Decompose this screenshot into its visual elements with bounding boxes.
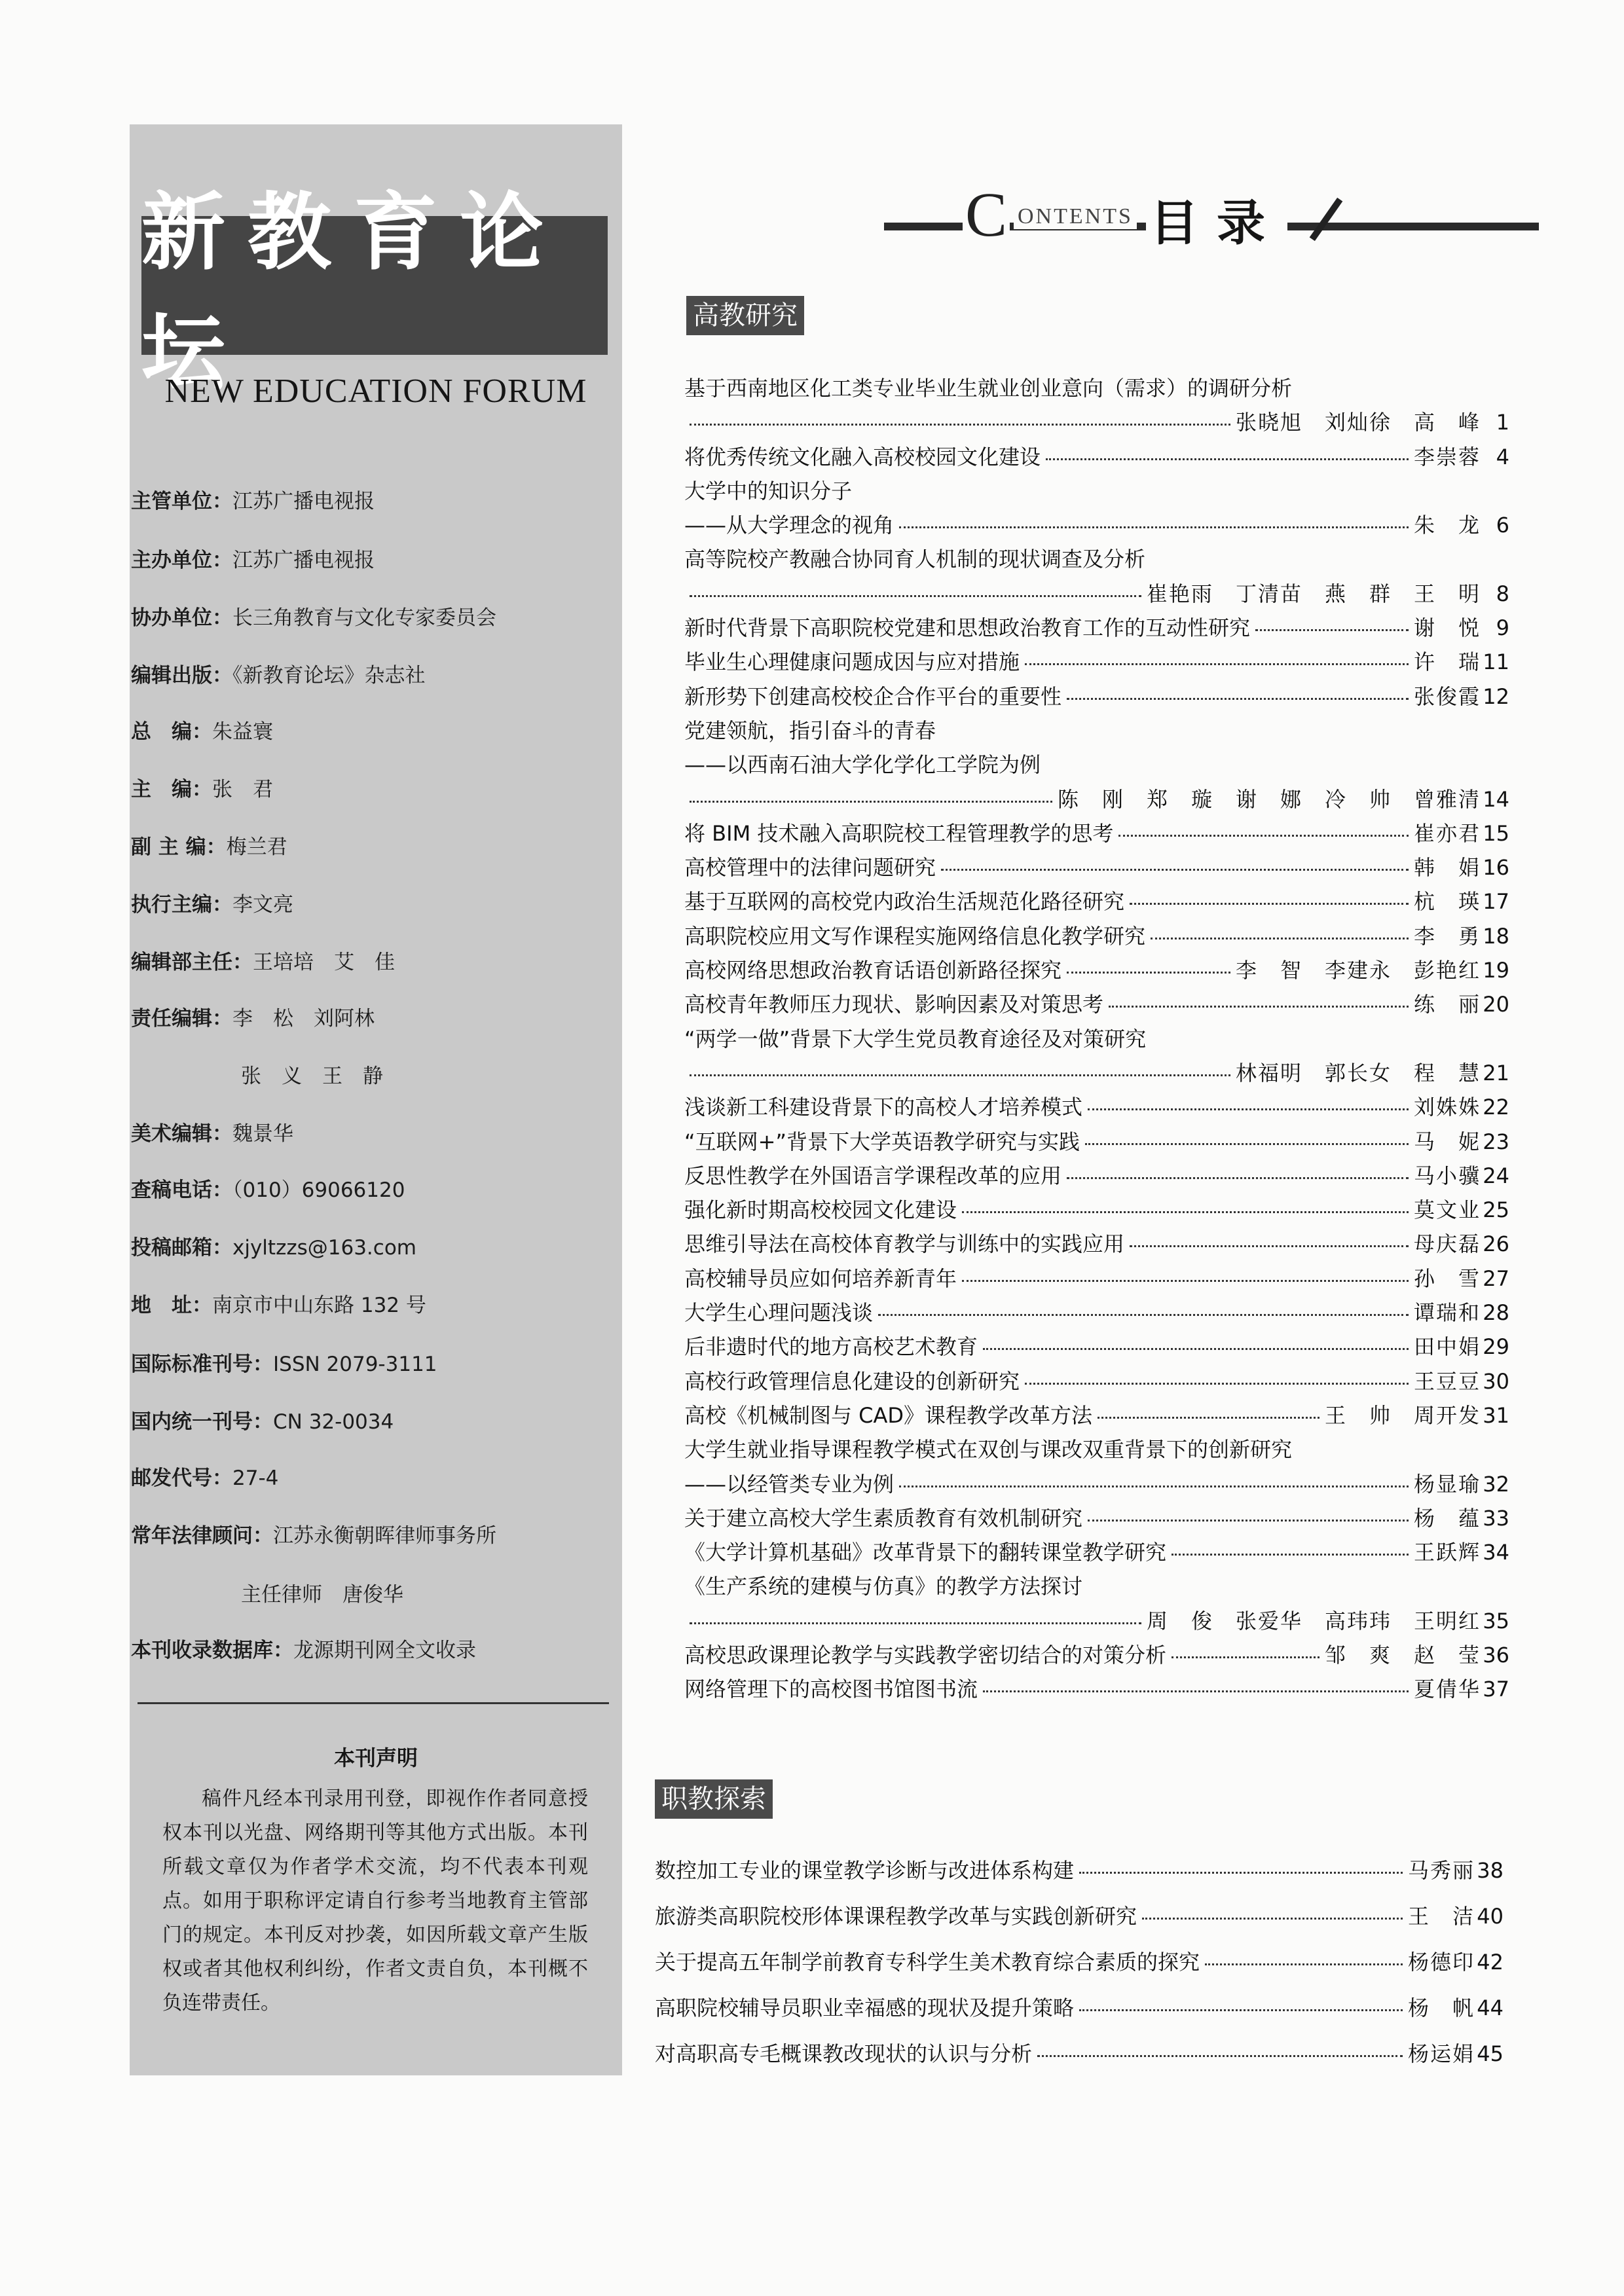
toc-leader-dots xyxy=(1067,698,1409,700)
toc-entry xyxy=(684,1402,1509,1436)
toc-entry xyxy=(655,1854,1504,1900)
toc-entry xyxy=(684,1333,1509,1367)
toc-entry-author: 孙 雪 xyxy=(1413,1266,1481,1291)
toc-leader-dots xyxy=(962,1211,1409,1213)
toc-entry-author: 马 妮 xyxy=(1413,1129,1481,1154)
info-label: 美术编辑： xyxy=(131,1122,232,1146)
info-value: 李文亮 xyxy=(232,893,293,917)
toc-entry xyxy=(684,1093,1509,1127)
masthead-info-line xyxy=(131,543,375,573)
toc-entry-author: 周 俊 张爱华 高玮玮 王明红 xyxy=(1146,1608,1481,1633)
toc-entry-page: 30 xyxy=(1483,1368,1509,1394)
toc-entry-page: 35 xyxy=(1483,1608,1509,1633)
toc-leader-dots xyxy=(690,595,1141,597)
masthead-info-line xyxy=(131,1519,496,1548)
section-label-higher-education: 高教研究 xyxy=(686,296,804,335)
toc-entry-title: 《生产系统的建模与仿真》的教学方法探讨 xyxy=(684,1574,1083,1599)
info-label: 国内统一刊号： xyxy=(131,1410,273,1434)
info-value: 《新教育论坛》杂志社 xyxy=(232,664,426,687)
toc-entry-page: 40 xyxy=(1477,1904,1504,1929)
toc-entry xyxy=(655,2037,1504,2083)
toc-leader-dots xyxy=(1025,1383,1409,1385)
info-label: 执行主编： xyxy=(131,893,232,917)
toc-entry xyxy=(684,786,1509,820)
toc-entry-page: 11 xyxy=(1483,649,1509,675)
toc-entry-page: 34 xyxy=(1483,1540,1509,1565)
toc-entry xyxy=(684,648,1509,682)
toc-leader-dots xyxy=(1172,1554,1409,1556)
toc-entry-title: 高校思政课理论教学与实践教学密切结合的对策分析 xyxy=(684,1642,1167,1667)
toc-leader-dots xyxy=(1046,458,1409,460)
toc-entry-author: 朱 龙 xyxy=(1413,513,1481,538)
toc-entry-page: 15 xyxy=(1483,820,1509,846)
toc-entry-title: 高校网络思想政治教育话语创新路径探究 xyxy=(684,958,1062,983)
toc-entry-title: 强化新时期高校校园文化建设 xyxy=(684,1197,957,1223)
toc-entry-author: 杨德印 xyxy=(1407,1950,1475,1975)
masthead-panel xyxy=(130,124,622,2075)
toc-entry-page: 12 xyxy=(1483,683,1509,709)
toc-entry-author: 田中娟 xyxy=(1413,1334,1481,1360)
info-value: ISSN 2079-3111 xyxy=(273,1353,437,1376)
toc-entry-title: 反思性教学在外国语言学课程改革的应用 xyxy=(684,1163,1062,1188)
toc-entry-page: 9 xyxy=(1496,615,1509,641)
toc-leader-dots xyxy=(1130,1245,1409,1247)
toc-entry-page: 27 xyxy=(1483,1266,1509,1291)
toc-leader-dots xyxy=(1037,2055,1403,2057)
toc-entry-page: 22 xyxy=(1483,1095,1509,1120)
toc-entry-page: 28 xyxy=(1483,1300,1509,1326)
info-label: 投稿邮箱： xyxy=(131,1236,232,1260)
toc-entry xyxy=(684,1607,1509,1641)
toc-leader-dots xyxy=(1085,1143,1409,1145)
info-value: 朱益寰 xyxy=(212,720,273,744)
info-label: 编辑部主任： xyxy=(131,951,253,974)
toc-entry-title: 数控加工专业的课堂教学诊断与改进体系构建 xyxy=(655,1858,1075,1883)
toc-leader-dots xyxy=(878,1314,1409,1316)
toc-leader-dots xyxy=(983,1690,1409,1692)
masthead-info-line xyxy=(131,888,293,917)
masthead-info-line xyxy=(131,601,496,630)
toc-entry-title: 大学生心理问题浅谈 xyxy=(684,1300,874,1326)
toc-entry-page: 25 xyxy=(1483,1197,1509,1223)
toc-entry xyxy=(684,1675,1509,1709)
toc-entry-author: 母庆磊 xyxy=(1413,1231,1481,1257)
info-value: 李 松 刘阿林 xyxy=(232,1007,375,1030)
toc-entry-title: 高职院校辅导员职业幸福感的现状及提升策略 xyxy=(655,1995,1075,2020)
toc-entry-author: 杨 帆 xyxy=(1407,1995,1475,2020)
toc-entry xyxy=(684,409,1509,443)
toc-entry xyxy=(684,545,1509,579)
toc-leader-dots xyxy=(983,1348,1409,1350)
info-value: 魏景华 xyxy=(232,1122,293,1146)
toc-entry xyxy=(684,477,1509,511)
masthead-info-line xyxy=(131,1117,293,1146)
toc-entry xyxy=(684,820,1509,854)
info-value: 张 义 王 静 xyxy=(241,1065,383,1088)
toc-entry xyxy=(684,614,1509,648)
toc-entry-page: 26 xyxy=(1483,1231,1509,1257)
toc-entry-title: 网络管理下的高校图书馆图书流 xyxy=(684,1677,978,1702)
info-label: 查稿电话： xyxy=(131,1178,232,1202)
toc-leader-dots xyxy=(690,1074,1230,1076)
toc-entry-page: 6 xyxy=(1496,513,1509,538)
toc-entry-author: 陈 刚 郑 璇 谢 娜 冷 帅 曾雅清 xyxy=(1057,786,1481,812)
toc-entry xyxy=(684,511,1509,545)
toc-entry xyxy=(684,1368,1509,1402)
toc-entry xyxy=(684,1265,1509,1299)
toc-leader-dots xyxy=(1098,1417,1320,1419)
info-label: 主 编： xyxy=(131,778,212,801)
info-value: 江苏广播电视报 xyxy=(232,549,375,572)
masthead-info-line xyxy=(131,945,395,975)
toc-entry-title: ——从大学理念的视角 xyxy=(684,513,895,538)
masthead-info-line xyxy=(131,1347,437,1377)
contents-word: ONTENTS xyxy=(1014,204,1137,229)
info-value: 南京市中山东路 132 号 xyxy=(212,1294,426,1317)
masthead-info-line xyxy=(241,1059,383,1089)
toc-entry xyxy=(684,888,1509,922)
toc-entry-author: 莫文业 xyxy=(1413,1197,1481,1223)
masthead-info-line xyxy=(131,715,273,744)
toc-entry-title: “互联网+”背景下大学英语教学研究与实践 xyxy=(684,1129,1080,1154)
toc-entry-author: 杭 瑛 xyxy=(1413,889,1481,915)
toc-entry xyxy=(684,1162,1509,1196)
toc-leader-dots xyxy=(1109,1006,1409,1008)
toc-entry-author: 李 智 李建永 彭艳红 xyxy=(1235,958,1481,983)
section-label-vocational-education: 职教探索 xyxy=(655,1779,773,1819)
toc-entry xyxy=(684,1196,1509,1230)
toc-entry-title: 高校青年教师压力现状、影响因素及对策思考 xyxy=(684,992,1104,1017)
toc-entry-page: 36 xyxy=(1483,1642,1509,1667)
toc-entry-page: 14 xyxy=(1483,786,1509,812)
toc-entry-page: 44 xyxy=(1477,1995,1504,2020)
toc-entry-author: 马秀丽 xyxy=(1407,1858,1475,1883)
toc-entry-author: 王豆豆 xyxy=(1413,1368,1481,1394)
toc-leader-dots xyxy=(1079,1872,1403,1874)
toc-entry xyxy=(684,1470,1509,1504)
masthead-info-line xyxy=(131,1231,416,1260)
info-value: 张 君 xyxy=(212,778,273,801)
slash-ornament xyxy=(1310,198,1343,241)
info-value: 梅兰君 xyxy=(226,835,287,859)
toc-entry xyxy=(684,1641,1509,1675)
masthead-info-line xyxy=(131,1002,375,1031)
toc-entry xyxy=(684,1504,1509,1539)
toc-leader-dots xyxy=(899,526,1409,528)
toc-entry-author: 夏倩华 xyxy=(1413,1677,1481,1702)
toc-entry-page: 42 xyxy=(1477,1950,1504,1975)
info-label: 常年法律顾问： xyxy=(131,1524,273,1548)
toc-entry-author: 崔艳雨 丁清苗 燕 群 王 明 xyxy=(1146,581,1481,606)
toc-entry-author: 张晓旭 刘灿徐 高 峰 xyxy=(1235,410,1481,435)
toc-entry-title: “两学一做”背景下大学生党员教育途径及对策研究 xyxy=(684,1026,1147,1051)
toc-entry-page: 18 xyxy=(1483,923,1509,949)
toc-entry xyxy=(684,1539,1509,1573)
magazine-title: 新教育论坛 xyxy=(141,216,608,355)
toc-entry-page: 45 xyxy=(1477,2041,1504,2066)
toc-entry-page: 38 xyxy=(1477,1858,1504,1883)
toc-entry-title: 将 BIM 技术融入高职院校工程管理教学的思考 xyxy=(684,820,1114,846)
toc-entry xyxy=(684,922,1509,957)
toc-entry-title: ——以经管类专业为例 xyxy=(684,1471,895,1497)
info-value: xjyltzzs@163.com xyxy=(232,1236,416,1260)
toc-entry-title: 大学生就业指导课程教学模式在双创与课改双重背景下的创新研究 xyxy=(684,1437,1293,1463)
toc-entry-title: 大学中的知识分子 xyxy=(684,478,853,503)
toc-entry xyxy=(684,1059,1509,1093)
toc-entry-author: 刘姝姝 xyxy=(1413,1095,1481,1120)
toc-entry-author: 李 勇 xyxy=(1413,923,1481,949)
info-value: （010）69066120 xyxy=(232,1178,405,1202)
toc-entry-title: 高校辅导员应如何培养新青年 xyxy=(684,1266,957,1291)
toc-entry-page: 16 xyxy=(1483,855,1509,881)
toc-entry-author: 韩 娟 xyxy=(1413,855,1481,881)
toc-section-higher-education xyxy=(684,374,1509,1710)
toc-entry-author: 杨显瑜 xyxy=(1413,1471,1481,1497)
toc-entry-title: 党建领航，指引奋斗的青春 xyxy=(684,718,936,743)
toc-entry xyxy=(655,1992,1504,2037)
info-value: 王培培 艾 佳 xyxy=(253,951,395,974)
toc-entry-title: 《大学计算机基础》改革背景下的翻转课堂教学研究 xyxy=(684,1540,1167,1565)
info-label: 邮发代号： xyxy=(131,1467,232,1490)
toc-entry xyxy=(655,1946,1504,1992)
toc-leader-dots xyxy=(690,801,1052,803)
toc-entry-author: 崔亦君 xyxy=(1413,820,1481,846)
info-value: 龙源期刊网全文收录 xyxy=(293,1639,476,1662)
toc-entry-page: 21 xyxy=(1483,1060,1509,1085)
info-label: 国际标准刊号： xyxy=(131,1353,273,1376)
toc-section-vocational-education xyxy=(655,1854,1504,2083)
toc-entry-title: 基于西南地区化工类专业毕业生就业创业意向（需求）的调研分析 xyxy=(684,376,1293,401)
toc-entry-author: 李崇蓉 xyxy=(1413,444,1481,469)
contents-initial: C xyxy=(963,182,1010,247)
declaration-text: 稿件凡经本刊录用刊登，即视作作者同意授权本刊以光盘、网络期刊等其他方式出版。本刊所载文章仅为作者学术交流，均不代表本刊观点。如用于职称评定请自行参考当地教育主管部门的规定。本刊反对抄袭，如因所载文章产生版权或者其他权利纠纷，作者文责自负，本刊概不负连带责任。 xyxy=(162,1787,588,2014)
info-value: 江苏永衡朝晖律师事务所 xyxy=(273,1524,496,1548)
masthead-info-line xyxy=(131,1405,394,1434)
masthead-info-line xyxy=(241,1578,403,1607)
toc-entry-author: 王 帅 周开发 xyxy=(1324,1402,1481,1428)
toc-entry-page: 4 xyxy=(1496,444,1509,469)
toc-entry xyxy=(684,1230,1509,1264)
info-value: 长三角教育与文化专家委员会 xyxy=(232,606,496,630)
toc-leader-dots xyxy=(1142,1918,1403,1920)
toc-leader-dots xyxy=(690,1622,1141,1624)
toc-entry-title: 将优秀传统文化融入高校校园文化建设 xyxy=(684,444,1041,469)
toc-leader-dots xyxy=(1088,1108,1409,1110)
toc-entry-author: 谢 悦 xyxy=(1413,615,1481,641)
toc-entry-author: 许 瑞 xyxy=(1413,649,1481,675)
declaration-title: 本刊声明 xyxy=(333,1745,418,1770)
toc-entry-page: 19 xyxy=(1483,958,1509,983)
toc-leader-dots xyxy=(962,1280,1409,1282)
toc-entry-title: 高等院校产教融合协同育人机制的现状调查及分析 xyxy=(684,547,1146,572)
toc-entry xyxy=(684,1025,1509,1059)
info-label: 主管单位： xyxy=(131,490,232,513)
toc-entry-page: 29 xyxy=(1483,1334,1509,1360)
toc-entry xyxy=(684,1573,1509,1607)
info-label: 副 主 编： xyxy=(131,835,227,859)
toc-leader-dots xyxy=(1118,835,1409,837)
toc-leader-dots xyxy=(899,1485,1409,1487)
toc-leader-dots xyxy=(1088,1520,1409,1522)
toc-entry-title: 关于建立高校大学生素质教育有效机制研究 xyxy=(684,1505,1083,1531)
toc-leader-dots xyxy=(690,424,1230,426)
masthead-info-line xyxy=(131,773,273,802)
toc-entry-author: 谭瑞和 xyxy=(1413,1300,1481,1326)
toc-entry-title: 高校《机械制图与 CAD》课程教学改革方法 xyxy=(684,1402,1093,1428)
toc-entry-title: 关于提高五年制学前教育专科学生美术教育综合素质的探究 xyxy=(655,1950,1200,1975)
toc-entry xyxy=(684,580,1509,614)
masthead-info-line xyxy=(131,830,287,860)
toc-entry-author: 杨运娟 xyxy=(1407,2041,1475,2066)
info-label: 编辑出版： xyxy=(131,664,232,687)
toc-entry-title: 新时代背景下高职院校党建和思想政治教育工作的互动性研究 xyxy=(684,615,1251,641)
magazine-english-title: NEW EDUCATION FORUM xyxy=(164,373,587,410)
toc-entry-author: 杨 蕴 xyxy=(1413,1505,1481,1531)
toc-entry xyxy=(684,1436,1509,1470)
toc-entry xyxy=(684,957,1509,991)
toc-entry-title: 高职院校应用文写作课程实施网络信息化教学研究 xyxy=(684,923,1146,949)
toc-leader-dots xyxy=(1205,1963,1403,1965)
toc-entry-page: 23 xyxy=(1483,1129,1509,1154)
toc-entry-page: 31 xyxy=(1483,1402,1509,1428)
toc-entry xyxy=(684,1128,1509,1162)
toc-entry-title: 对高职高专毛概课教改现状的认识与分析 xyxy=(655,2041,1033,2066)
toc-entry-title: ——以西南石油大学化学化工学院为例 xyxy=(684,752,1041,778)
toc-leader-dots xyxy=(1151,938,1409,939)
toc-entry-title: 基于互联网的高校党内政治生活规范化路径研究 xyxy=(684,889,1125,915)
toc-leader-dots xyxy=(1067,1177,1409,1179)
masthead-divider xyxy=(138,1702,609,1704)
info-label: 责任编辑： xyxy=(131,1007,232,1030)
toc-leader-dots xyxy=(1255,629,1409,631)
toc-leader-dots xyxy=(1079,2009,1403,2011)
toc-entry-page: 32 xyxy=(1483,1471,1509,1497)
toc-entry xyxy=(684,717,1509,751)
toc-leader-dots xyxy=(1130,903,1409,905)
info-label: 本刊收录数据库： xyxy=(131,1639,293,1662)
toc-entry-author: 马小骥 xyxy=(1413,1163,1481,1188)
toc-entry xyxy=(655,1900,1504,1946)
toc-entry-title: 思维引导法在高校体育教学与训练中的实践应用 xyxy=(684,1231,1125,1257)
info-value: 27-4 xyxy=(232,1467,279,1490)
masthead-info-line xyxy=(131,1173,405,1203)
toc-entry-title: 高校管理中的法律问题研究 xyxy=(684,855,936,881)
toc-entry-author: 林福明 郭长女 程 慧 xyxy=(1235,1060,1481,1085)
masthead-info-line xyxy=(131,1633,476,1663)
toc-entry-author: 王 洁 xyxy=(1407,1904,1475,1929)
toc-entry-page: 37 xyxy=(1483,1677,1509,1702)
info-label: 协办单位： xyxy=(131,606,232,630)
toc-entry xyxy=(684,1299,1509,1333)
toc-entry xyxy=(684,374,1509,409)
toc-entry-title: 旅游类高职院校形体课课程教学改革与实践创新研究 xyxy=(655,1904,1137,1929)
toc-leader-dots xyxy=(1172,1656,1320,1658)
toc-entry-title: 高校行政管理信息化建设的创新研究 xyxy=(684,1368,1020,1394)
toc-entry-title: 新形势下创建高校校企合作平台的重要性 xyxy=(684,683,1062,709)
info-label: 总 编： xyxy=(131,720,212,744)
toc-entry-title: 后非遗时代的地方高校艺术教育 xyxy=(684,1334,978,1360)
toc-entry-page: 1 xyxy=(1496,410,1509,435)
toc-entry xyxy=(684,683,1509,717)
toc-entry xyxy=(684,854,1509,888)
toc-entry-author: 练 丽 xyxy=(1413,992,1481,1017)
info-value: CN 32-0034 xyxy=(273,1410,394,1434)
toc-entry-page: 33 xyxy=(1483,1505,1509,1531)
toc-entry-author: 张俊霞 xyxy=(1413,683,1481,709)
info-value: 江苏广播电视报 xyxy=(232,490,375,513)
masthead-info-line xyxy=(131,1461,278,1491)
toc-entry xyxy=(684,751,1509,785)
masthead-info-line xyxy=(131,484,375,514)
info-label: 地 址： xyxy=(131,1294,212,1317)
toc-entry-page: 8 xyxy=(1496,581,1509,606)
masthead-info-line xyxy=(131,659,426,688)
contents-title: 目录 xyxy=(1146,185,1287,254)
toc-entry-page: 17 xyxy=(1483,889,1509,915)
toc-leader-dots xyxy=(1067,972,1230,974)
toc-entry-author: 邹 爽 赵 莹 xyxy=(1324,1642,1481,1667)
toc-entry-page: 20 xyxy=(1483,992,1509,1017)
toc-entry-author: 王跃辉 xyxy=(1413,1540,1481,1565)
info-value: 主任律师 唐俊华 xyxy=(241,1583,403,1607)
contents-header xyxy=(871,179,1369,254)
info-label: 主办单位： xyxy=(131,549,232,572)
toc-entry xyxy=(684,443,1509,477)
toc-entry-title: 毕业生心理健康问题成因与应对措施 xyxy=(684,649,1020,675)
toc-entry-title: 浅谈新工科建设背景下的高校人才培养模式 xyxy=(684,1095,1083,1120)
toc-entry-page: 24 xyxy=(1483,1163,1509,1188)
toc-leader-dots xyxy=(1025,663,1409,665)
toc-leader-dots xyxy=(941,869,1409,871)
toc-entry xyxy=(684,991,1509,1025)
masthead-info-line xyxy=(131,1288,426,1318)
